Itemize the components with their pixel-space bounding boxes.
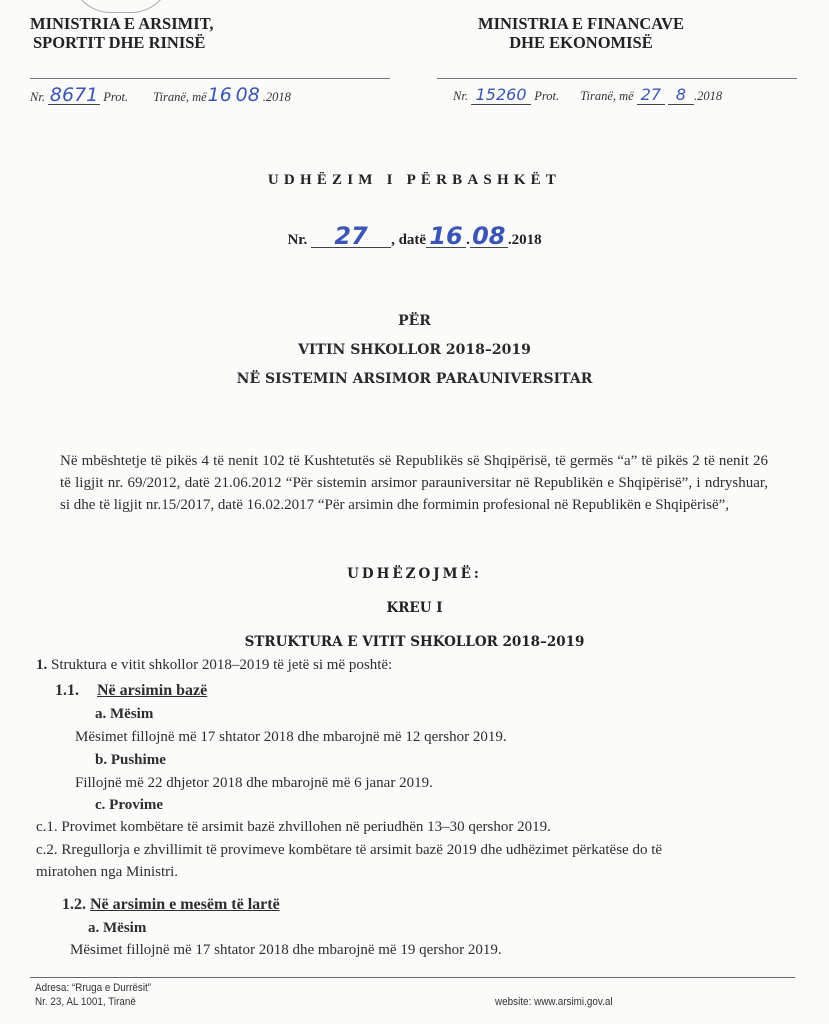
left-ministry-name bbox=[30, 14, 214, 52]
document-number-handwritten: 27 bbox=[311, 225, 391, 248]
month-handwritten: 08 bbox=[470, 225, 508, 248]
left-ministry-line-2: SPORTIT DHE RINISË bbox=[33, 33, 206, 52]
place-label: Tiranë, më bbox=[153, 90, 207, 104]
place-label: Tiranë, më bbox=[580, 89, 634, 103]
month-handwritten: 8 bbox=[668, 86, 694, 105]
prot-label: Prot. bbox=[534, 89, 560, 103]
day-handwritten: 16 bbox=[207, 84, 232, 106]
year-label: .2018 bbox=[507, 232, 542, 248]
subject-line-2: VITIN SHKOLLOR 2018–2019 bbox=[298, 342, 531, 358]
section-number: 1.1. bbox=[55, 682, 79, 699]
footer-divider bbox=[30, 977, 795, 978]
prot-label: Prot. bbox=[103, 90, 129, 104]
right-header-divider bbox=[437, 78, 797, 79]
subsection-b-text: Fillojnë më 22 dhjetor 2018 dhe mbarojnë më 6 janar 2019. bbox=[75, 775, 433, 791]
footer-website: website: www.arsimi.gov.al bbox=[495, 996, 613, 1008]
left-protocol-line bbox=[30, 86, 291, 105]
item-number: 1. bbox=[36, 657, 48, 673]
subsection-b-label: b. Pushime bbox=[95, 752, 166, 768]
right-ministry-line-2: DHE EKONOMISË bbox=[509, 33, 653, 52]
section-heading-text: Në arsimin bazë bbox=[97, 682, 208, 699]
footer-address-line-2: Nr. 23, AL 1001, Tiranë bbox=[35, 996, 136, 1008]
directive-heading: UDHËZOJMË: bbox=[347, 566, 482, 582]
subject-line-3: NË SISTEMIN ARSIMOR PARAUNIVERSITAR bbox=[236, 371, 593, 387]
subsection-c1-text: c.1. Provimet kombëtare të arsimit bazë zhvillohen në periudhën 13–30 qershor 2019. bbox=[36, 819, 551, 835]
date-separator: . bbox=[466, 232, 470, 248]
nr-label: Nr. bbox=[30, 90, 45, 104]
seal-emblem bbox=[70, 0, 172, 13]
section-number: 1.2. bbox=[62, 896, 86, 913]
subsection-c2-text-line-2: miratohen nga Ministri. bbox=[36, 864, 179, 880]
item-text: Struktura e vitit shkollor 2018–2019 të jetë si më poshtë: bbox=[51, 657, 393, 673]
item-1 bbox=[36, 657, 392, 674]
subsection-c2-text-line-1: c.2. Rregullorja e zhvillimit të provimeve kombëtare të arsimit bazë 2019 dhe udhëzimet përkatëse do të bbox=[36, 842, 663, 858]
section-1-1-heading bbox=[55, 682, 207, 700]
footer-address-line-1: Adresa: “Rruga e Durrësit” bbox=[35, 982, 152, 994]
subject-line-1: PËR bbox=[398, 313, 431, 329]
date-label: , datë bbox=[391, 232, 427, 248]
subsection-c-label: c. Provime bbox=[95, 797, 164, 813]
nr-label: Nr. bbox=[453, 89, 468, 103]
chapter-heading: KREU I bbox=[386, 600, 443, 616]
subsection-a-text: Mësimet fillojnë më 17 shtator 2018 dhe mbarojnë më 12 qershor 2019. bbox=[75, 729, 507, 745]
right-protocol-line bbox=[453, 86, 722, 105]
chapter-title: STRUKTURA E VITIT SHKOLLOR 2018–2019 bbox=[244, 634, 585, 650]
subsection-a-label: a. Mësim bbox=[88, 920, 147, 936]
document-number-line bbox=[0, 222, 829, 250]
left-ministry-line-1: MINISTRIA E ARSIMIT, bbox=[30, 14, 214, 33]
year-label: .2018 bbox=[693, 89, 723, 103]
preamble-paragraph: Në mbështetje të pikës 4 të nenit 102 të Kushtetutës së Republikës së Shqipërisë, të germës “a” të pikës 2 të nenit 26 të ligjit nr. 69/2012, datë 21.06.2012 “Për sistemin arsimor parauniversitar në Republikën e Shqipërisë”, i ndryshuar, si dhe të ligjit nr.15/2017, datë 16.02.2017 “Për arsimin dhe formimin profesional në Republikën e Shqipërisë”, bbox=[60, 453, 768, 513]
day-handwritten: 27 bbox=[637, 86, 665, 105]
left-header-divider bbox=[30, 78, 390, 79]
month-handwritten: 08 bbox=[235, 84, 260, 106]
subsection-a-label: a. Mësim bbox=[95, 706, 154, 722]
day-handwritten: 16 bbox=[426, 225, 466, 248]
document-title: UDHËZIM I PËRBASHKËT bbox=[267, 172, 562, 188]
year-label: .2018 bbox=[262, 90, 291, 104]
right-ministry-name bbox=[470, 14, 692, 52]
protocol-number-handwritten: 15260 bbox=[471, 86, 531, 105]
subsection-a-text: Mësimet fillojnë më 17 shtator 2018 dhe mbarojnë më 19 qershor 2019. bbox=[70, 942, 502, 958]
nr-label: Nr. bbox=[287, 232, 308, 248]
section-1-2-heading bbox=[62, 896, 280, 914]
right-ministry-line-1: MINISTRIA E FINANCAVE bbox=[478, 14, 684, 33]
section-heading-text: Në arsimin e mesëm të lartë bbox=[90, 896, 280, 913]
protocol-number-handwritten: 8671 bbox=[49, 84, 99, 106]
